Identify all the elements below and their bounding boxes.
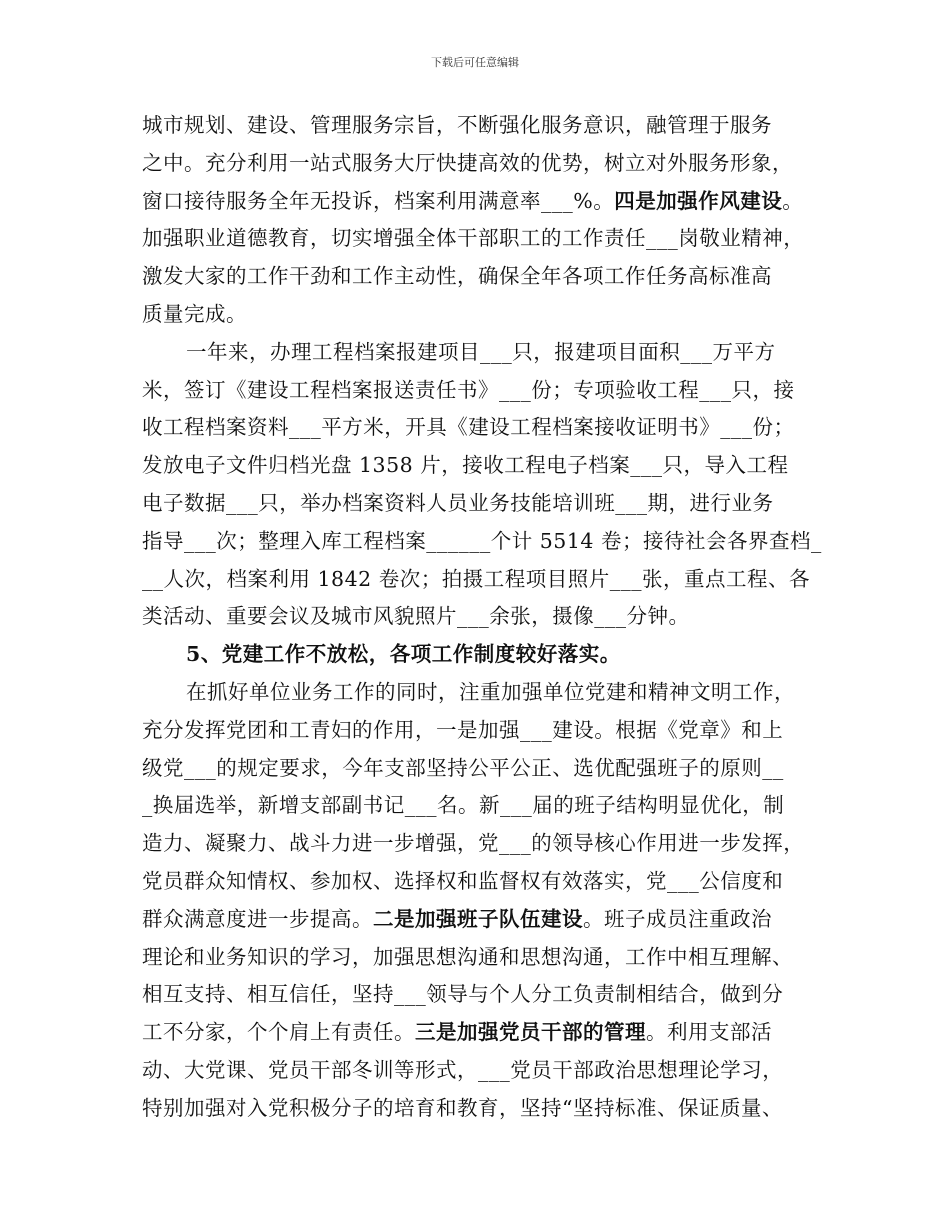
text-segment: _换届选举，新增支部副书记___名。新___届的班子结构明显优化，制: [142, 793, 785, 818]
text-segment: 指导___次；整理入库工程档案______个计 5514 卷；接待社会各界查档_: [142, 528, 822, 553]
text-line: [142, 1052, 822, 1090]
text-segment: 群众满意度进一步提高。: [142, 906, 373, 931]
text-segment: 激发大家的工作干劲和工作主动性，确保全年各项工作任务高标准高: [142, 264, 772, 289]
text-segment: 党员群众知情权、参加权、选择权和监督权有效落实，党___公信度和: [142, 868, 784, 893]
text-segment: 发放电子文件归档光盘 1358 片，接收工程电子档案___只，导入工程: [142, 453, 789, 478]
text-line: [142, 372, 822, 410]
text-segment: 城市规划、建设、管理服务宗旨，不断强化服务意识，融管理于服务: [142, 113, 772, 137]
text-segment: 类活动、重要会议及城市风貌照片___余张，摄像___分钟。: [142, 604, 690, 629]
bold-text-segment: 三是加强党员干部的管理: [415, 1020, 646, 1045]
text-line: [142, 258, 822, 296]
page-header: 下载后可任意编辑: [431, 56, 519, 69]
text-line: [142, 750, 822, 788]
text-line: [142, 939, 822, 977]
text-line: [142, 1090, 822, 1128]
text-line: [142, 296, 822, 334]
text-segment: 。利用支部活: [646, 1020, 772, 1045]
text-line: [142, 523, 822, 561]
text-line: [142, 107, 822, 145]
text-line: [142, 220, 822, 258]
text-line: [142, 863, 822, 901]
text-line: [142, 145, 822, 183]
text-line: [142, 636, 822, 674]
text-line: [142, 485, 822, 523]
text-segment: __人次，档案利用 1842 卷次；拍摄工程项目照片___张，重点工程、各: [142, 566, 810, 591]
text-line: [142, 447, 822, 485]
text-segment: 一年来，办理工程档案报建项目___只，报建项目面积___万平方: [186, 339, 776, 364]
text-segment: 之中。充分利用一站式服务大厅快捷高效的优势，树立对外服务形象，: [142, 150, 793, 175]
text-line: [142, 1014, 822, 1052]
bold-text-segment: 二是加强班子队伍建设: [373, 906, 583, 931]
text-segment: 级党___的规定要求，今年支部坚持公平公正、选优配强班子的原则__: [142, 755, 784, 780]
text-segment: 动、大党课、党员干部冬训等形式，___党员干部政治思想理论学习，: [142, 1057, 784, 1082]
text-line: [142, 787, 822, 825]
bold-text-segment: 5、党建工作不放松，各项工作制度较好落实。: [186, 642, 621, 667]
text-line: [142, 674, 822, 712]
text-line: [142, 183, 822, 221]
document-body: [142, 107, 822, 1128]
text-segment: 工不分家，个个肩上有责任。: [142, 1020, 415, 1045]
text-segment: 特别加强对入党积极分子的培育和教育，坚持“坚持标准、保证质量、: [142, 1095, 783, 1120]
text-line: [142, 598, 822, 636]
text-segment: 。: [782, 188, 804, 213]
text-segment: 相互支持、相互信任，坚持___领导与个人分工负责制相结合，做到分: [142, 982, 784, 1007]
text-segment: 米，签订《建设工程档案报送责任书》___份；专项验收工程___只，接: [142, 377, 795, 402]
text-line: [142, 976, 822, 1014]
text-segment: 理论和业务知识的学习，加强思想沟通和思想沟通，工作中相互理解、: [142, 944, 793, 969]
text-segment: 加强职业道德教育，切实增强全体干部职工的工作责任___岗敬业精神，: [142, 226, 805, 251]
text-line: [142, 334, 822, 372]
text-segment: 收工程档案资料___平方米，开具《建设工程档案接收证明书》___份；: [142, 415, 795, 440]
text-segment: 窗口接待服务全年无投诉，档案利用满意率___%。: [142, 188, 615, 213]
text-segment: 。班子成员注重政治: [583, 906, 772, 931]
text-line: [142, 409, 822, 447]
bold-text-segment: 四是加强作风建设: [614, 188, 783, 213]
text-segment: 造力、凝聚力、战斗力进一步增强，党___的领导核心作用进一步发挥，: [142, 831, 805, 856]
text-segment: 充分发挥党团和工青妇的作用，一是加强___建设。根据《党章》和上: [142, 717, 784, 742]
text-line: [142, 825, 822, 863]
text-segment: 在抓好单位业务工作的同时，注重加强单位党建和精神文明工作，: [186, 679, 795, 704]
text-line: [142, 901, 822, 939]
text-segment: 质量完成。: [142, 301, 247, 326]
text-line: [142, 712, 822, 750]
text-line: [142, 561, 822, 599]
text-segment: 电子数据___只，举办档案资料人员业务技能培训班___期，进行业务: [142, 490, 774, 515]
